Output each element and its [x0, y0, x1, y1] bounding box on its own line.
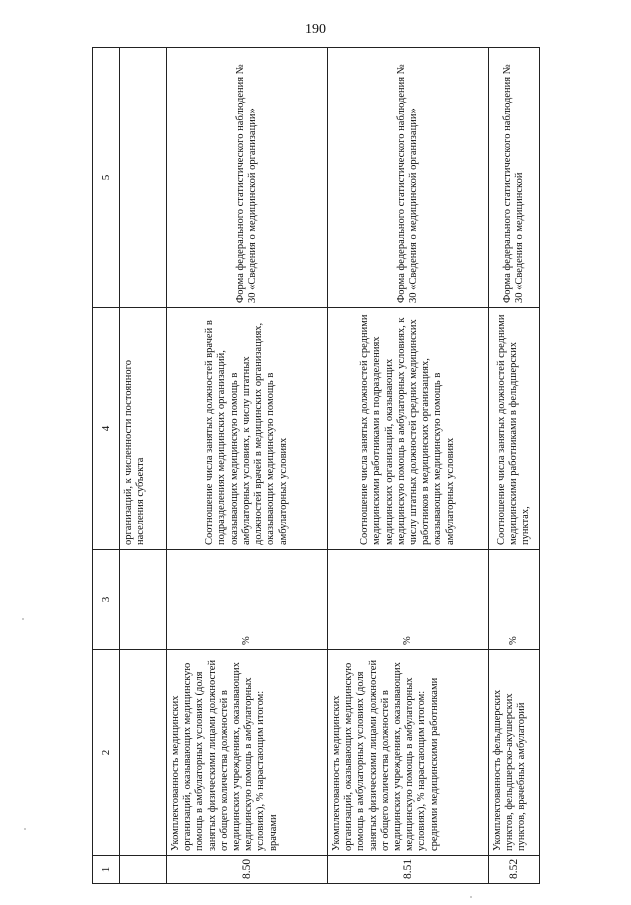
table-row — [328, 48, 489, 884]
data-source: Форма федерального статистического наблюдения № 30 «Сведения о медицинской — [489, 48, 540, 308]
header-col-1: 1 — [93, 856, 120, 884]
calculation-method: Соотношение числа занятых должностей врачей в подразделениях медицинских организаций, оказывающих медицинскую помощь в амбулаторных условиях, к числу штатных должностей врачей в медицинских организациях, оказывающих медицинскую помощь в амбулаторных условиях — [167, 308, 328, 550]
indicator-name: Укомплектованность медицинских организаций, оказывающих медицинскую помощь в амбулаторных условиях (доля занятых физическими лицами должностей от общего количества должностей в медицинских учреждениях, оказывающих медицинскую помощь в амбулаторных условиях), % нарастающим итогом: врачами — [167, 650, 328, 856]
unit-of-measure: % — [328, 550, 489, 650]
scan-speck — [22, 618, 24, 620]
data-source: Форма федерального статистического наблюдения № 30 «Сведения о медицинской организации» — [167, 48, 328, 308]
header-col-5: 5 — [93, 48, 120, 308]
row-number: 8.52 — [489, 856, 540, 884]
table-header-row — [93, 48, 120, 884]
cont-col-5 — [120, 48, 167, 308]
rotated-table-wrapper — [92, 48, 542, 884]
unit-of-measure: % — [167, 550, 328, 650]
calculation-method: Соотношение числа занятых должностей средними медицинскими работниками в подразделениях медицинских организаций, оказывающих медицинскую помощь в амбулаторных условиях, к числу штатных должностей средних медицинских работников в медицинских организациях, оказывающих медицинскую помощь в амбулаторных условиях — [328, 308, 489, 550]
cont-col-4: организаций, к численности постоянного населения субъекта — [120, 308, 167, 550]
table-row — [489, 48, 540, 884]
calculation-method: Соотношение числа занятых должностей средними медицинскими работниками в фельдшерских пунктах, — [489, 308, 540, 550]
data-source: Форма федерального статистического наблюдения № 30 «Сведения о медицинской организации» — [328, 48, 489, 308]
scan-speck — [470, 896, 472, 898]
header-col-3: 3 — [93, 550, 120, 650]
cont-col-2 — [120, 650, 167, 856]
continuation-row — [120, 48, 167, 884]
scan-speck — [24, 828, 26, 830]
row-number: 8.50 — [167, 856, 328, 884]
page-number: 190 — [305, 22, 326, 37]
cont-col-1 — [120, 856, 167, 884]
table-row — [167, 48, 328, 884]
unit-of-measure: % — [489, 550, 540, 650]
indicator-name: Укомплектованность медицинских организаций, оказывающих медицинскую помощь в амбулаторных условиях (доля занятых физическими лицами должностей от общего количества должностей в медицинских учреждениях, оказывающих медицинскую помощь в амбулаторных условиях), % нарастающим итогом: средними медицинскими работниками — [328, 650, 489, 856]
cont-col-3 — [120, 550, 167, 650]
header-col-4: 4 — [93, 308, 120, 550]
indicator-name: Укомплектованность фельдшерских пунктов, фельдшерско-акушерских пунктов, врачебных амбулаторий — [489, 650, 540, 856]
row-number: 8.51 — [328, 856, 489, 884]
header-col-2: 2 — [93, 650, 120, 856]
indicators-table — [92, 47, 540, 884]
